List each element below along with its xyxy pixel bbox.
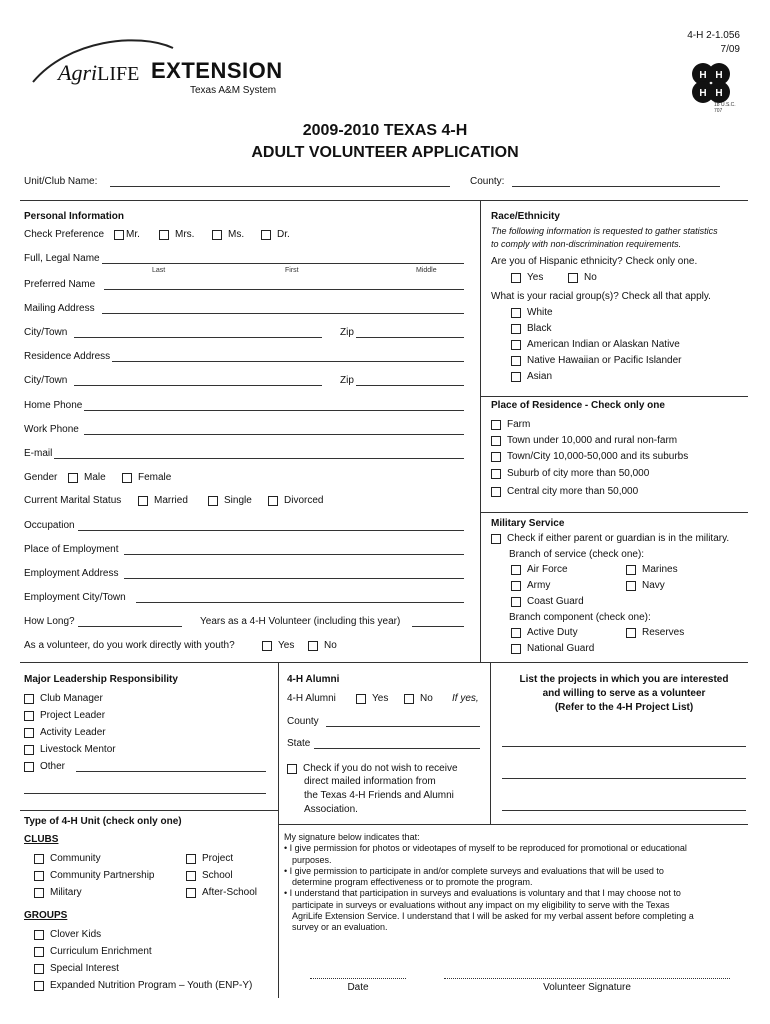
city2-label: City/Town [24, 375, 68, 386]
lower-divider [20, 662, 748, 663]
checkbox[interactable] [24, 694, 34, 704]
city2-field[interactable] [74, 385, 322, 386]
volunteer-signature-field[interactable] [444, 978, 730, 979]
brand-subtitle: Texas A&M System [190, 85, 277, 96]
projects-line-2: and willing to serve as a volunteer [542, 688, 706, 699]
place-emp-label: Place of Employment [24, 544, 119, 555]
alumni-county-field[interactable] [326, 726, 480, 727]
title-line-1: 2009-2010 TEXAS 4-H [302, 122, 468, 139]
residence-central-city[interactable]: Central city more than 50,000 [491, 486, 638, 497]
group-curriculum[interactable]: Curriculum Enrichment [34, 946, 152, 957]
occupation-label: Occupation [24, 520, 75, 531]
mailing-field[interactable] [102, 313, 464, 314]
date-field[interactable] [310, 978, 406, 979]
checkbox[interactable] [511, 273, 521, 283]
alumni-no[interactable]: No [404, 693, 433, 704]
checkbox[interactable] [491, 487, 501, 497]
form-code: 4-H 2-1.056 [687, 30, 740, 41]
race-american-indian[interactable]: American Indian or Alaskan Native [511, 339, 680, 350]
unit-type-heading: Type of 4-H Unit (check only one) [24, 816, 182, 827]
youth-question: As a volunteer, do you work directly with youth? [24, 640, 235, 651]
checkbox[interactable] [68, 473, 78, 483]
checkbox[interactable] [491, 420, 501, 430]
checkbox[interactable] [114, 230, 124, 240]
checkbox[interactable] [34, 981, 44, 991]
brand-life: LIFE [97, 63, 140, 85]
checkbox[interactable] [34, 947, 44, 957]
branch-coast-guard[interactable]: Coast Guard [511, 596, 584, 607]
hispanic-yes[interactable]: Yes [511, 272, 543, 283]
checkbox[interactable] [287, 764, 297, 774]
email-label: E-mail [24, 448, 53, 459]
city1-label: City/Town [24, 327, 68, 338]
club-school[interactable]: School [186, 870, 233, 881]
leadership-activity-leader[interactable]: Activity Leader [24, 727, 106, 738]
pref-mrs[interactable]: Mrs. [159, 229, 194, 240]
alumni-optout-4: Association. [304, 804, 358, 815]
club-after-school[interactable]: After-School [186, 887, 257, 898]
signature-statement [284, 832, 694, 934]
checkbox[interactable] [212, 230, 222, 240]
checkbox[interactable] [511, 324, 521, 334]
checkbox[interactable] [511, 581, 521, 591]
emp-city-field[interactable] [136, 602, 464, 603]
leadership-other-field-2[interactable] [24, 793, 266, 794]
youth-no[interactable]: No [308, 640, 337, 651]
residence-place-heading: Place of Residence - Check only one [491, 400, 665, 411]
race-white[interactable]: White [511, 307, 553, 318]
checkbox[interactable] [186, 854, 196, 864]
gender-label: Gender [24, 472, 58, 483]
checkbox[interactable] [404, 694, 414, 704]
component-active[interactable]: Active Duty [511, 627, 578, 638]
full-name-field[interactable] [102, 263, 464, 264]
project-field-3[interactable] [502, 810, 746, 811]
checkbox[interactable] [626, 628, 636, 638]
emp-address-label: Employment Address [24, 568, 119, 579]
alumni-optout-2: direct mailed information from [304, 776, 436, 787]
marital-divorced[interactable]: Divorced [268, 495, 323, 506]
city1-field[interactable] [74, 337, 322, 338]
county-label: County: [470, 176, 505, 187]
checkbox[interactable] [491, 534, 501, 544]
years-vol-label: Years as a 4-H Volunteer (including this year) [200, 616, 401, 627]
race-note-1: The following information is requested to gather statistics [491, 226, 718, 236]
racial-question: What is your racial group(s)? Check all that apply. [491, 291, 711, 302]
alumni-optout[interactable]: Check if you do not wish to receive [287, 763, 458, 774]
military-check[interactable]: Check if either parent or guardian is in the military. [491, 533, 729, 544]
title-line-2: ADULT VOLUNTEER APPLICATION [251, 144, 519, 161]
checkbox[interactable] [511, 597, 521, 607]
svg-text:H: H [715, 88, 723, 99]
club-community[interactable]: Community [34, 853, 101, 864]
sig-bullet-3b: participate in surveys or evaluations without any impact on my eligibility to serve with the Texas [292, 899, 670, 910]
race-note-2: to comply with non-discrimination requirements. [491, 239, 682, 249]
header-divider [20, 200, 748, 201]
leadership-livestock-mentor[interactable]: Livestock Mentor [24, 744, 116, 755]
race-heading: Race/Ethnicity [491, 211, 560, 222]
branch-army[interactable]: Army [511, 580, 550, 591]
zip1-field[interactable] [356, 337, 464, 338]
checkbox[interactable] [34, 964, 44, 974]
marital-married[interactable]: Married [138, 495, 188, 506]
occupation-field[interactable] [78, 530, 464, 531]
place-emp-field[interactable] [124, 554, 464, 555]
clover-emblem [686, 62, 736, 114]
unit-club-field[interactable] [110, 186, 450, 187]
marital-label: Current Marital Status [24, 495, 122, 506]
leadership-other-field[interactable] [76, 771, 266, 772]
years-vol-field[interactable] [412, 626, 464, 627]
component-national-guard[interactable]: National Guard [511, 643, 594, 654]
alumni-label: 4-H Alumni [287, 693, 336, 704]
checkbox[interactable] [34, 871, 44, 881]
how-long-field[interactable] [78, 626, 182, 627]
svg-text:H: H [699, 88, 707, 99]
first-caption: First [285, 267, 299, 274]
svg-text:H: H [699, 70, 707, 81]
brand-agri: Agri [58, 60, 98, 85]
marital-single[interactable]: Single [208, 495, 252, 506]
sig-bullet-2a: • I give permission to participate in and/or complete surveys and evaluations that will be used to [284, 865, 664, 876]
unit-type-divider [278, 824, 279, 998]
checkbox[interactable] [24, 728, 34, 738]
alumni-county-label: County [287, 716, 319, 727]
checkbox[interactable] [511, 565, 521, 575]
alumni-heading: 4-H Alumni [287, 674, 340, 685]
checkbox[interactable] [159, 230, 169, 240]
checkbox[interactable] [122, 473, 132, 483]
checkbox[interactable] [262, 641, 272, 651]
agrilife-logo [28, 30, 288, 100]
gender-male[interactable]: Male [68, 472, 106, 483]
checkbox[interactable] [138, 496, 148, 506]
alumni-optout-3: the Texas 4-H Friends and Alumni [304, 790, 454, 801]
leadership-project-leader[interactable]: Project Leader [24, 710, 105, 721]
home-phone-field[interactable] [84, 410, 464, 411]
checkbox[interactable] [186, 888, 196, 898]
personal-heading: Personal Information [24, 211, 125, 222]
race-asian[interactable]: Asian [511, 371, 552, 382]
checkbox[interactable] [24, 745, 34, 755]
checkbox[interactable] [34, 888, 44, 898]
projects-line-1: List the projects in which you are interested [519, 674, 729, 685]
sig-bullet-3a: • I understand that participation in surveys and evaluations is voluntary and that I may choose not to [284, 888, 681, 899]
branch-navy[interactable]: Navy [626, 580, 665, 591]
county-field[interactable] [512, 186, 720, 187]
sig-intro: My signature below indicates that: [284, 832, 420, 842]
work-phone-label: Work Phone [24, 424, 79, 435]
form-date: 7/09 [720, 44, 740, 55]
club-military[interactable]: Military [34, 887, 82, 898]
volunteer-signature-label: Volunteer Signature [543, 982, 631, 993]
checkbox[interactable] [626, 581, 636, 591]
residence-label: Residence Address [24, 351, 111, 362]
checkbox[interactable] [511, 356, 521, 366]
sig-bullet-3c: AgriLife Extension Service. I understand that I will be asked for my verbal assent before completing a [292, 911, 694, 922]
how-long-label: How Long? [24, 616, 75, 627]
pref-dr[interactable]: Dr. [261, 229, 290, 240]
military-heading: Military Service [491, 518, 565, 529]
checkbox[interactable] [308, 641, 318, 651]
groups-heading: GROUPS [24, 910, 68, 921]
group-enp-y[interactable]: Expanded Nutrition Program – Youth (ENP-Y) [34, 980, 252, 991]
checkbox[interactable] [34, 930, 44, 940]
checkbox[interactable] [511, 628, 521, 638]
checkbox[interactable] [34, 854, 44, 864]
residence-section-divider [480, 512, 748, 513]
checkbox[interactable] [568, 273, 578, 283]
branch-label: Branch of service (check one): [509, 549, 645, 560]
leadership-other[interactable]: Other [24, 761, 65, 772]
preferred-name-field[interactable] [104, 289, 464, 290]
signature-section-divider [278, 824, 748, 825]
emp-city-label: Employment City/Town [24, 592, 126, 603]
youth-yes[interactable]: Yes [262, 640, 294, 651]
work-phone-field[interactable] [84, 434, 464, 435]
group-clover-kids[interactable]: Clover Kids [34, 929, 101, 940]
alumni-if-yes: If yes, [452, 693, 479, 704]
checkbox[interactable] [208, 496, 218, 506]
clover-caption: 18 U.S.C. 707 [714, 102, 736, 114]
pref-mr[interactable]: Mr. [114, 229, 140, 240]
svg-text:H: H [715, 70, 723, 81]
race-hawaiian[interactable]: Native Hawaiian or Pacific Islander [511, 355, 682, 366]
projects-line-3: (Refer to the 4-H Project List) [554, 702, 694, 713]
component-label: Branch component (check one): [509, 612, 651, 623]
preferred-name-label: Preferred Name [24, 279, 96, 290]
alumni-divider [490, 662, 491, 824]
four-leaf-clover-icon [686, 62, 736, 106]
sig-bullet-2b: determine program effectiveness or to promote the program. [292, 877, 533, 888]
checkbox[interactable] [491, 452, 501, 462]
leadership-divider [278, 662, 279, 824]
residence-town-under[interactable]: Town under 10,000 and rural non-farm [491, 435, 677, 446]
checkbox[interactable] [491, 436, 501, 446]
race-section-divider [480, 396, 748, 397]
component-reserves[interactable]: Reserves [626, 627, 684, 638]
hispanic-question: Are you of Hispanic ethnicity? Check only one. [491, 256, 698, 267]
email-field[interactable] [54, 458, 464, 459]
sig-bullet-1b: purposes. [292, 854, 332, 865]
sig-bullet-1a: • I give permission for photos or videotapes of myself to be reproduced for promotional or educational [284, 843, 687, 854]
unit-club-label: Unit/Club Name: [24, 176, 98, 187]
checkbox[interactable] [268, 496, 278, 506]
emp-address-field[interactable] [124, 578, 464, 579]
club-project[interactable]: Project [186, 853, 233, 864]
branch-marines[interactable]: Marines [626, 564, 678, 575]
gender-female[interactable]: Female [122, 472, 171, 483]
residence-field[interactable] [112, 361, 464, 362]
project-field-2[interactable] [502, 778, 746, 779]
checkbox[interactable] [491, 469, 501, 479]
checkbox[interactable] [186, 871, 196, 881]
hispanic-no[interactable]: No [568, 272, 597, 283]
brand-extension: EXTENSION [151, 58, 283, 83]
group-special-interest[interactable]: Special Interest [34, 963, 119, 974]
pref-ms[interactable]: Ms. [212, 229, 244, 240]
middle-caption: Middle [416, 267, 437, 274]
project-field-1[interactable] [502, 746, 746, 747]
checkbox[interactable] [511, 644, 521, 654]
leadership-club-manager[interactable]: Club Manager [24, 693, 103, 704]
club-community-partnership[interactable]: Community Partnership [34, 870, 154, 881]
full-name-label: Full, Legal Name [24, 253, 100, 264]
residence-farm[interactable]: Farm [491, 419, 530, 430]
zip2-field[interactable] [356, 385, 464, 386]
checkbox[interactable] [261, 230, 271, 240]
mailing-label: Mailing Address [24, 303, 95, 314]
branch-air-force[interactable]: Air Force [511, 564, 568, 575]
checkbox[interactable] [24, 711, 34, 721]
alumni-state-field[interactable] [314, 748, 480, 749]
zip1-label: Zip [340, 327, 354, 338]
home-phone-label: Home Phone [24, 400, 83, 411]
sig-bullet-3d: survey or an evaluation. [292, 922, 388, 933]
checkbox[interactable] [24, 762, 34, 772]
date-label: Date [347, 982, 369, 993]
race-black[interactable]: Black [511, 323, 551, 334]
leadership-heading: Major Leadership Responsibility [24, 674, 178, 685]
residence-suburb[interactable]: Suburb of city more than 50,000 [491, 468, 649, 479]
checkbox[interactable] [511, 340, 521, 350]
checkbox[interactable] [626, 565, 636, 575]
zip2-label: Zip [340, 375, 354, 386]
last-caption: Last [152, 267, 166, 274]
checkbox[interactable] [511, 308, 521, 318]
check-preference-label: Check Preference [24, 229, 105, 240]
column-divider [480, 200, 481, 662]
residence-town-city[interactable]: Town/City 10,000-50,000 and its suburbs [491, 451, 688, 462]
unit-section-divider [20, 810, 278, 811]
checkbox[interactable] [511, 372, 521, 382]
alumni-yes[interactable]: Yes [356, 693, 388, 704]
alumni-state-label: State [287, 738, 311, 749]
clubs-heading: CLUBS [24, 834, 59, 845]
checkbox[interactable] [356, 694, 366, 704]
